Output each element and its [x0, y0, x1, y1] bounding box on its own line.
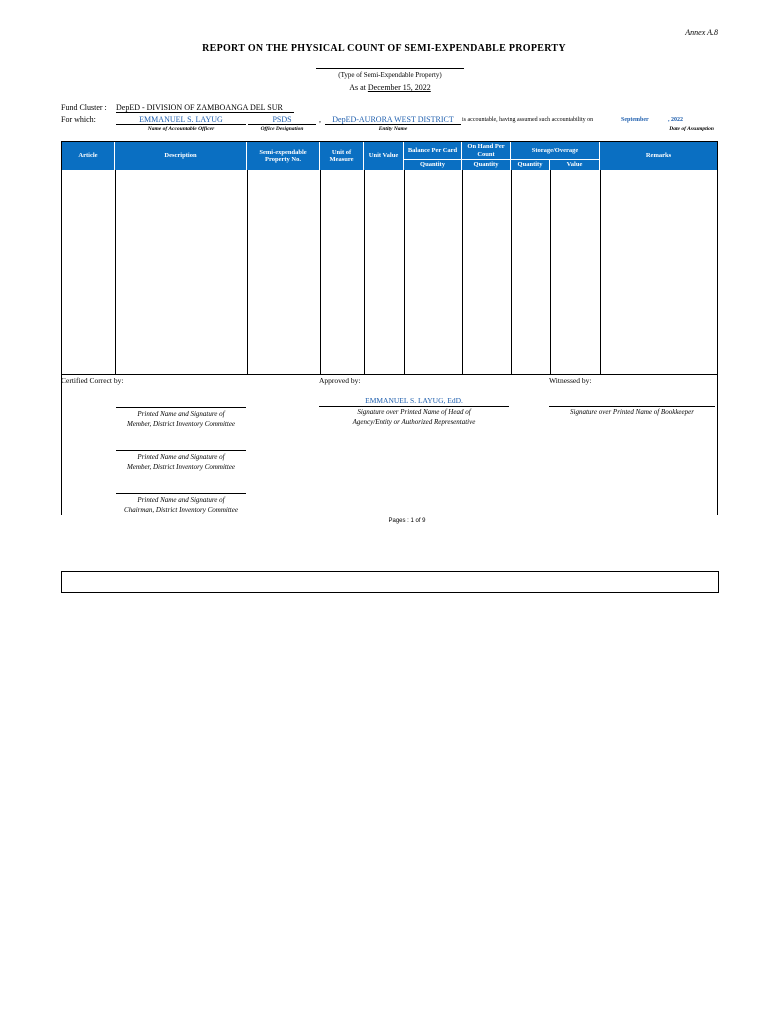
col-divider	[320, 170, 321, 374]
approver-caption: Signature over Printed Name of Head of Agency/Entity or Authorized Representative	[352, 408, 476, 427]
accountable-officer: EMMANUEL S. LAYUG	[116, 115, 246, 125]
col-divider	[364, 170, 365, 374]
header-property-no: Semi-expendable Property No.	[247, 142, 320, 170]
comma-separator: ,	[319, 115, 321, 124]
header-on-hand: On Hand Per Count	[462, 142, 511, 159]
fund-cluster-label: Fund Cluster :	[61, 103, 107, 112]
member1-signature-line	[116, 407, 246, 408]
witness-caption: Signature over Printed Name of Bookkeeper	[570, 408, 694, 416]
header-description: Description	[115, 142, 247, 170]
witnessed-label: Witnessed by:	[549, 376, 592, 385]
chairman-caption: Printed Name and Signature of Chairman, District Inventory Committee	[124, 496, 238, 515]
col-divider	[600, 170, 601, 374]
approver-name: EMMANUEL S. LAYUG, EdD.	[365, 396, 463, 405]
col-divider	[511, 170, 512, 374]
subheader-balance-quantity: Quantity	[404, 159, 462, 170]
type-label: (Type of Semi-Expendable Property)	[338, 71, 442, 79]
entity-caption: Entity Name	[378, 126, 408, 132]
header-storage: Storage/Overage	[511, 142, 600, 159]
header-remarks: Remarks	[600, 142, 717, 170]
date-caption: Date of Assumption	[669, 126, 714, 132]
subheader-onhand-quantity: Quantity	[462, 159, 511, 170]
header-article: Article	[62, 142, 115, 170]
subheader-storage-quantity: Quantity	[511, 159, 550, 170]
member1-caption: Printed Name and Signature of Member, District Inventory Committee	[126, 410, 236, 429]
accountable-text: is accountable, having assumed such accountability on	[462, 117, 594, 123]
header-balance-card: Balance Per Card	[404, 142, 462, 159]
type-line	[316, 68, 464, 69]
as-at-prefix: As at	[349, 83, 366, 92]
as-at-line	[0, 83, 768, 92]
annex-label: Annex A.8	[685, 28, 718, 37]
col-divider	[115, 170, 116, 374]
col-divider	[404, 170, 405, 374]
header-unit-measure: Unit of Measure	[320, 142, 364, 170]
bottom-box	[61, 571, 719, 593]
officer-caption: Name of Accountable Officer	[147, 126, 215, 132]
inventory-table	[61, 141, 718, 375]
designation-caption: Office Designation	[260, 126, 304, 132]
as-at-date: December 15, 2022	[367, 83, 431, 92]
assumption-month: September	[621, 117, 649, 123]
office-designation: PSDS	[248, 115, 316, 125]
assumption-year: , 2022	[668, 117, 683, 123]
approved-label: Approved by:	[319, 376, 361, 385]
member2-caption: Printed Name and Signature of Member, District Inventory Committee	[126, 453, 236, 472]
member2-signature-line	[116, 450, 246, 451]
fund-cluster-value: DepED - DIVISION OF ZAMBOANGA DEL SUR	[116, 103, 294, 113]
chairman-signature-line	[116, 493, 246, 494]
col-divider	[462, 170, 463, 374]
col-divider	[550, 170, 551, 374]
entity-name: DepED-AURORA WEST DISTRICT	[325, 115, 461, 125]
page-indicator: Pages : 1 of 9	[388, 518, 426, 524]
for-which-label: For which:	[61, 115, 96, 124]
report-title: REPORT ON THE PHYSICAL COUNT OF SEMI-EXPENDABLE PROPERTY	[202, 43, 566, 54]
certified-label: Certified Correct by:	[61, 376, 124, 385]
header-unit-value: Unit Value	[364, 142, 404, 170]
subheader-storage-value: Value	[550, 159, 600, 170]
col-divider	[247, 170, 248, 374]
